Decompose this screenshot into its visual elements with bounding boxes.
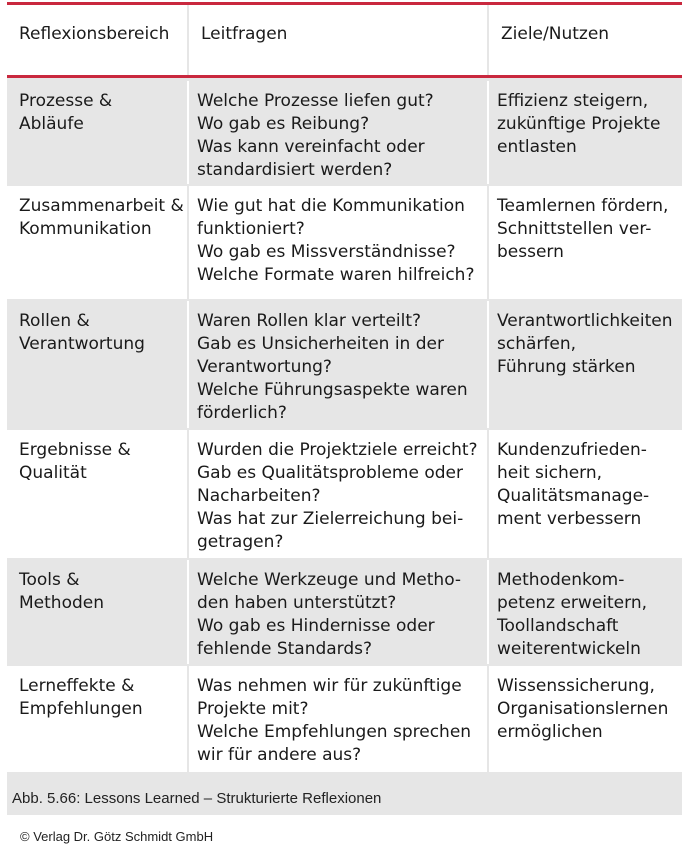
cell-fragen: Was nehmen wir für zukünftige Projekte mit? Welche Empfehlungen sprechen wir für andere aus?	[189, 666, 487, 772]
cell-ziele: Verantwortlichkeiten schärfen, Führung stärken	[489, 301, 682, 428]
cell-fragen: Welche Werkzeuge und Metho- den haben unterstützt? Wo gab es Hindernisse oder fehlende Standards?	[189, 560, 487, 664]
table-row	[7, 666, 682, 772]
header-leitfragen: Leitfragen	[187, 5, 487, 75]
cell-ziele: Effizienz steigern, zukünftige Projekte entlasten	[489, 81, 682, 184]
cell-bereich: Tools & Methoden	[7, 560, 187, 664]
cell-ziele: Wissenssicherung, Organisationslernen ermöglichen	[489, 666, 682, 772]
cell-bereich: Lerneffekte & Empfehlungen	[7, 666, 187, 772]
table-row	[7, 186, 682, 299]
cell-fragen: Welche Prozesse liefen gut? Wo gab es Reibung? Was kann vereinfacht oder standardisiert werden?	[189, 81, 487, 184]
cell-ziele: Teamlernen fördern, Schnittstellen ver- bessern	[489, 186, 682, 299]
table-row	[7, 301, 682, 428]
copyright-notice: © Verlag Dr. Götz Schmidt GmbH	[20, 829, 214, 844]
cell-bereich: Prozesse & Abläufe	[7, 81, 187, 184]
cell-ziele: Kundenzufrieden- heit sichern, Qualitätsmanage- ment verbessern	[489, 430, 682, 558]
table-row	[7, 81, 682, 184]
figure-caption: Abb. 5.66: Lessons Learned – Strukturierte Reflexionen	[12, 790, 382, 807]
cell-bereich: Zusammenarbeit & Kommunikation	[7, 186, 187, 299]
table-header-row	[7, 2, 682, 78]
header-ziele-nutzen: Ziele/Nutzen	[487, 5, 682, 75]
cell-fragen: Waren Rollen klar verteilt? Gab es Unsicherheiten in der Verantwortung? Welche Führungsaspekte waren förderlich?	[189, 301, 487, 428]
cell-bereich: Ergebnisse & Qualität	[7, 430, 187, 558]
table-row	[7, 430, 682, 558]
cell-ziele: Methodenkom- petenz erweitern, Toollandschaft weiterentwickeln	[489, 560, 682, 664]
table-row	[7, 560, 682, 664]
header-reflexionsbereich: Reflexionsbereich	[19, 24, 170, 44]
cell-fragen: Wie gut hat die Kommunikation funktioniert? Wo gab es Missverständnisse? Welche Formate waren hilfreich?	[189, 186, 487, 299]
cell-fragen: Wurden die Projektziele erreicht? Gab es Qualitätsprobleme oder Nacharbeiten? Was hat zur Zielerreichung bei- getragen?	[189, 430, 487, 558]
cell-bereich: Rollen & Verantwortung	[7, 301, 187, 428]
